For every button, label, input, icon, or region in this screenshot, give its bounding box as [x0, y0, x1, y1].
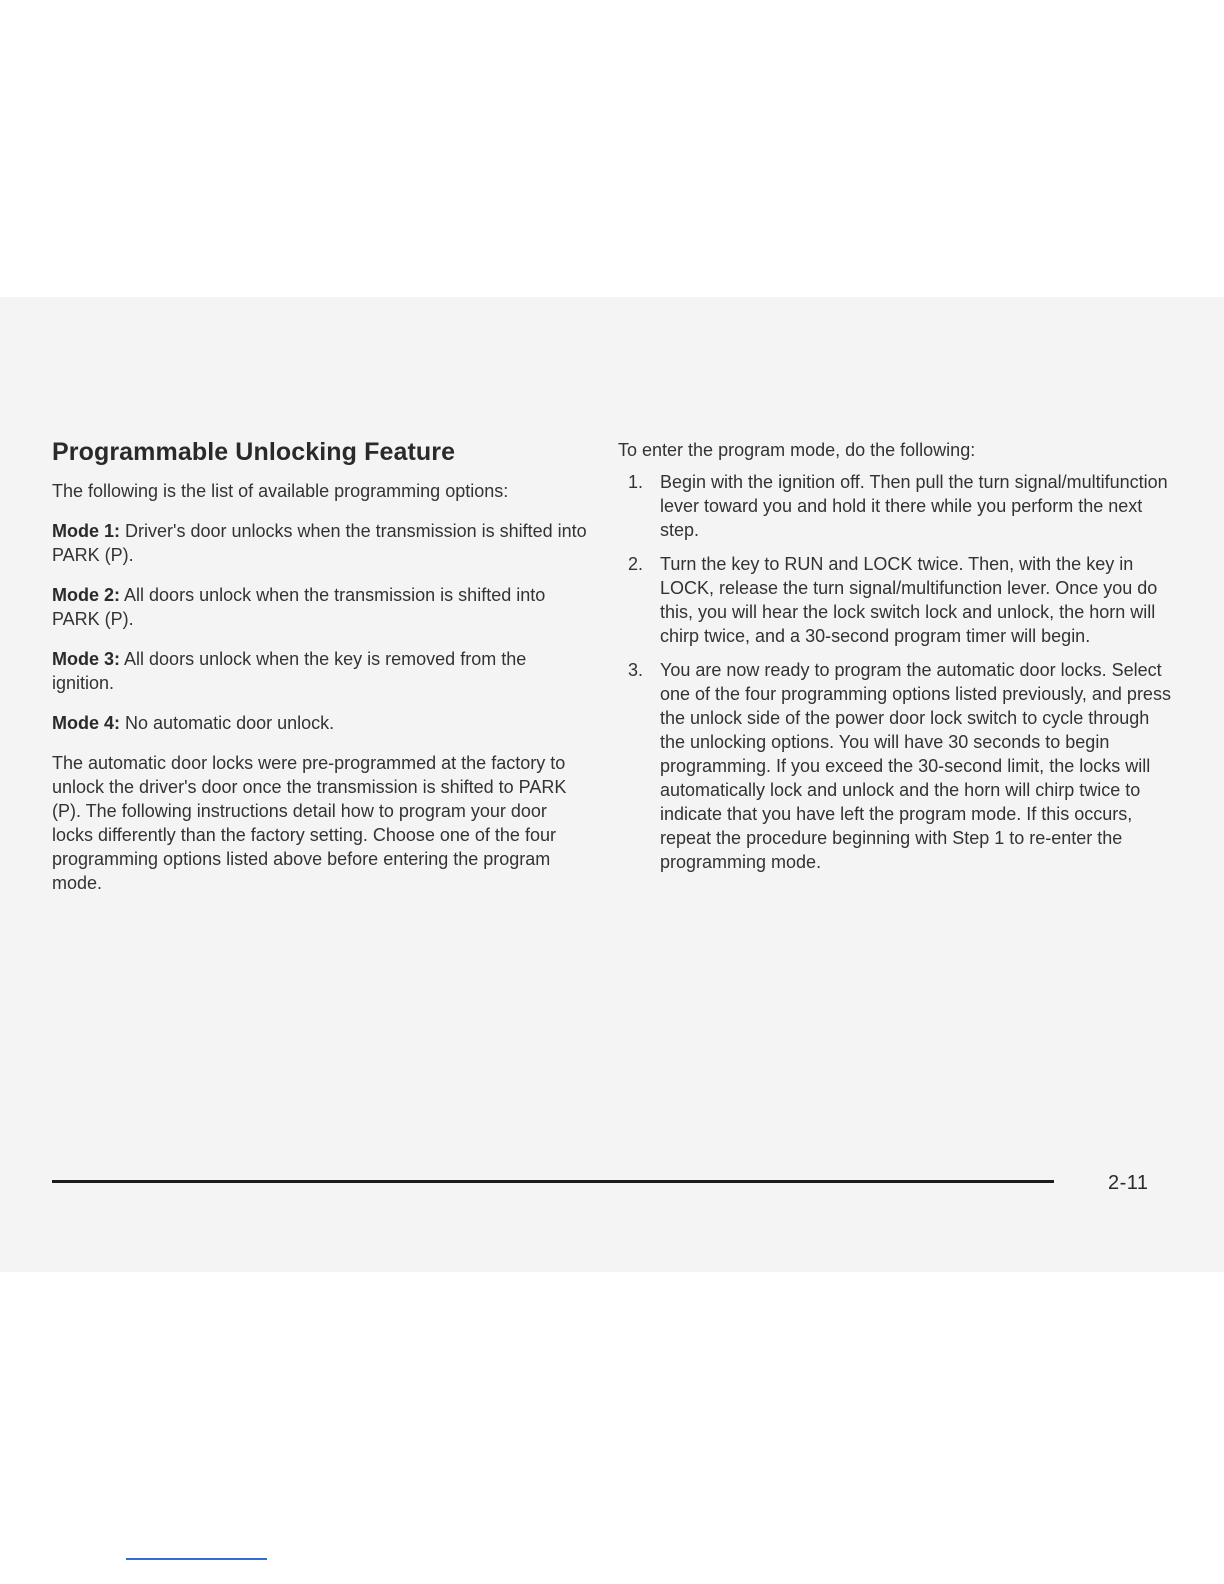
mode-1-label: Mode 1:: [52, 521, 121, 541]
step-number: 2.: [628, 554, 644, 574]
mode-4-text: No automatic door unlock.: [125, 713, 335, 733]
mode-1-text: Driver's door unlocks when the transmission is shifted into PARK (P).: [52, 521, 587, 565]
left-column: [52, 435, 592, 895]
step-text: Turn the key to RUN and LOCK twice. Then, with the key in LOCK, release the turn signal/multifunction lever. Once you do this, you will hear the lock switch lock and unlock, the horn will chirp twice, and a 30-second program timer will begin.: [660, 554, 1158, 646]
mode-3-paragraph: [52, 647, 592, 695]
mode-3-label: Mode 3:: [52, 649, 121, 669]
step-item: [618, 658, 1178, 874]
step-item: [618, 552, 1178, 648]
step-item: [618, 470, 1178, 542]
steps-list: [618, 470, 1178, 874]
step-number: 1.: [628, 472, 644, 492]
step-text: Begin with the ignition off. Then pull the turn signal/multifunction lever toward you and hold it there while you perform the next step.: [660, 472, 1168, 540]
mode-1-paragraph: [52, 519, 592, 567]
right-column: [618, 438, 1178, 884]
bottom-link-underline: [126, 1558, 267, 1560]
mode-2-label: Mode 2:: [52, 585, 121, 605]
step-text: You are now ready to program the automatic door locks. Select one of the four programming options listed previously, and press the unlock side of the power door lock switch to cycle through the unlocking options. You will have 30 seconds to begin programming. If you exceed the 30-second limit, the locks will automatically lock and unlock and the horn will chirp twice to indicate that you have left the program mode. If this occurs, repeat the procedure beginning with Step 1 to re-enter the programming mode.: [660, 660, 1171, 872]
step-number: 3.: [628, 660, 644, 680]
program-mode-intro: To enter the program mode, do the following:: [618, 440, 976, 460]
mode-4-label: Mode 4:: [52, 713, 121, 733]
footer-rule: [52, 1180, 1054, 1183]
closing-paragraph: The automatic door locks were pre-programmed at the factory to unlock the driver's door once the transmission is shifted to PARK (P). The following instructions detail how to program your door locks differently than the factory setting. Choose one of the four programming options listed above before entering the program mode.: [52, 753, 567, 893]
intro-paragraph: The following is the list of available programming options:: [52, 481, 509, 501]
mode-2-text: All doors unlock when the transmission is shifted into PARK (P).: [52, 585, 546, 629]
mode-3-text: All doors unlock when the key is removed from the ignition.: [52, 649, 527, 693]
mode-4-paragraph: [52, 711, 592, 735]
mode-2-paragraph: [52, 583, 592, 631]
section-heading: Programmable Unlocking Feature: [52, 438, 456, 466]
page-number: 2-11: [1108, 1172, 1149, 1194]
